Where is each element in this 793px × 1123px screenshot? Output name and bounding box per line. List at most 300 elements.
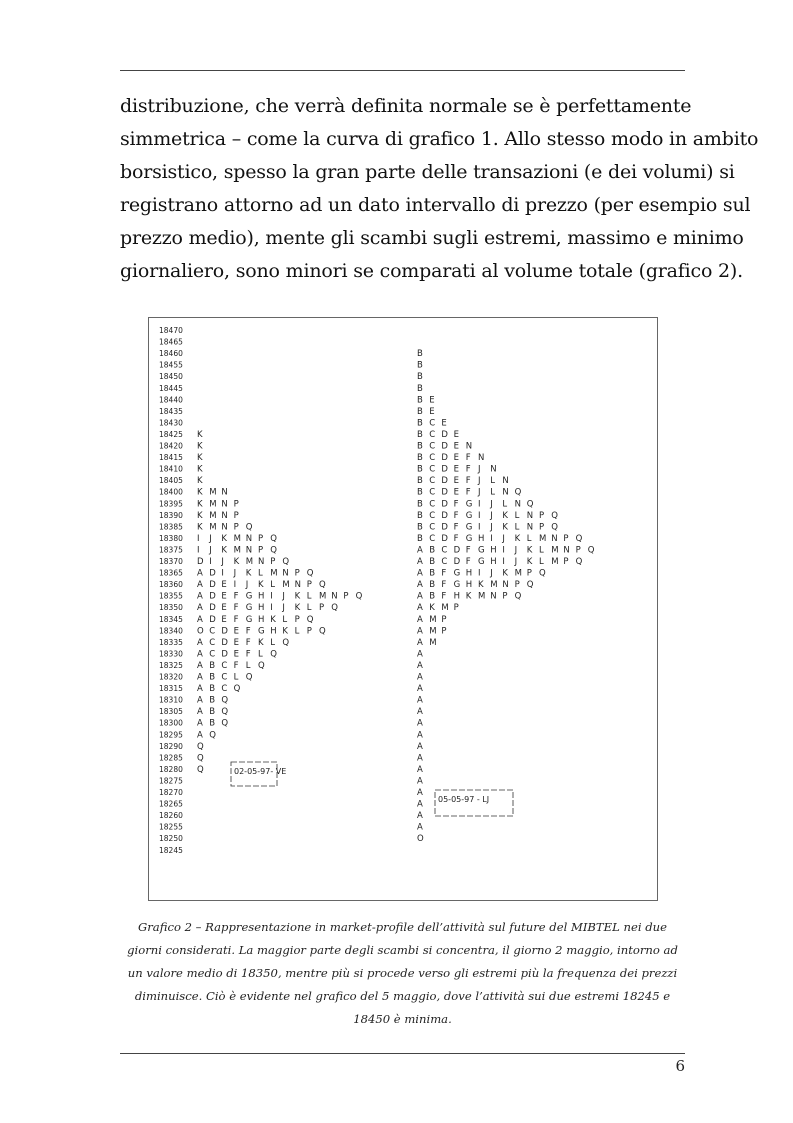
tpo-letter: D <box>441 522 448 533</box>
tpo-letter: G <box>453 580 461 591</box>
tpo-letter: E <box>233 626 239 637</box>
tpo-letter: A <box>417 753 423 764</box>
tpo-letter: C <box>221 660 228 671</box>
tpo-letter: N <box>245 533 253 544</box>
tpo-letter: A <box>197 707 203 718</box>
tpo-letter: N <box>465 441 473 452</box>
tpo-letter: I <box>478 522 481 533</box>
tpo-letter: G <box>245 591 253 602</box>
tpo-letter: K <box>502 568 508 579</box>
tpo-letter: I <box>478 499 481 510</box>
tpo-letter: A <box>417 799 423 810</box>
tpo-letter: Q <box>514 591 522 602</box>
tpo-letter: A <box>417 603 423 614</box>
tpo-letter: Q <box>539 568 546 579</box>
date-stamp-label: 05-05-97 - LJ <box>438 795 490 804</box>
tpo-letter: A <box>417 730 423 741</box>
tpo-letter: Q <box>221 718 229 729</box>
tpo-letter: N <box>502 487 509 498</box>
tpo-letter: K <box>526 545 533 556</box>
tpo-letter: M <box>514 568 522 579</box>
tpo-letter: J <box>209 545 212 556</box>
tpo-letter: E <box>453 487 459 498</box>
tpo-letter: J <box>502 533 505 544</box>
price-level-label: 18340 <box>159 626 183 636</box>
tpo-letter: M <box>209 499 217 510</box>
tpo-letter: H <box>465 580 473 591</box>
tpo-letter: E <box>233 637 239 648</box>
tpo-letter: F <box>465 557 471 567</box>
price-level-label: 18275 <box>159 776 183 786</box>
tpo-letter: A <box>417 626 423 637</box>
tpo-letter: P <box>563 557 569 567</box>
tpo-letter: E <box>429 395 435 406</box>
tpo-letter: D <box>453 557 461 567</box>
tpo-letter: G <box>258 626 265 637</box>
price-level-label: 18440 <box>159 395 183 405</box>
tpo-letter: I <box>490 533 493 544</box>
tpo-letter: K <box>197 522 203 533</box>
tpo-letter: Q <box>551 522 558 533</box>
tpo-letter: G <box>478 557 485 567</box>
tpo-letter: I <box>221 568 224 579</box>
tpo-letter: N <box>551 533 558 544</box>
tpo-letter: A <box>417 649 423 660</box>
tpo-letter: Q <box>551 510 558 521</box>
tpo-letter: C <box>221 672 228 683</box>
tpo-letter: Q <box>575 533 583 544</box>
tpo-letter: F <box>453 510 459 521</box>
market-profile-figure <box>148 317 658 901</box>
tpo-letter: M <box>282 580 290 591</box>
tpo-letter: G <box>478 545 485 556</box>
tpo-letter: B <box>209 684 216 695</box>
tpo-letter: Q <box>209 730 216 741</box>
tpo-letter: P <box>575 545 581 556</box>
tpo-letter: A <box>417 718 423 729</box>
tpo-letter: M <box>270 568 278 579</box>
tpo-letter: G <box>245 614 253 625</box>
tpo-letter: H <box>478 533 485 544</box>
tpo-letter: L <box>514 510 520 521</box>
tpo-letter: F <box>453 533 459 544</box>
price-level-label: 18285 <box>159 753 183 763</box>
tpo-letter: B <box>417 395 423 406</box>
price-level-label: 18335 <box>159 637 183 647</box>
tpo-letter: P <box>502 591 508 602</box>
tpo-letter: K <box>514 533 521 544</box>
price-level-label: 18350 <box>159 603 183 613</box>
price-level-label: 18395 <box>159 499 183 509</box>
tpo-letter: A <box>417 614 423 625</box>
tpo-letter: N <box>221 499 228 510</box>
tpo-letter: K <box>294 591 301 602</box>
tpo-letter: Q <box>221 695 229 706</box>
tpo-letter: B <box>417 499 423 510</box>
tpo-letter: P <box>514 580 520 591</box>
tpo-letter: A <box>417 580 423 591</box>
tpo-letter: J <box>245 580 249 591</box>
tpo-letter: A <box>417 776 423 787</box>
tpo-letter: A <box>417 741 423 752</box>
tpo-letter: Q <box>270 533 277 544</box>
tpo-letter: L <box>490 487 495 498</box>
tpo-letter: K <box>197 464 203 475</box>
paragraph-line: prezzo medio), mente gli scambi sugli estremi, massimo e minimo <box>120 227 744 249</box>
tpo-letter: I <box>233 580 237 591</box>
tpo-letter: D <box>209 568 216 579</box>
tpo-letter: N <box>502 476 509 487</box>
tpo-letter: Q <box>526 499 534 510</box>
tpo-letter: H <box>465 568 473 579</box>
tpo-letter: A <box>417 764 423 775</box>
tpo-letter: Q <box>319 580 326 591</box>
tpo-letter: E <box>221 614 227 625</box>
tpo-letter: P <box>306 580 312 591</box>
tpo-letter: Q <box>245 672 253 683</box>
tpo-letter: L <box>233 672 239 683</box>
tpo-letter: J <box>478 476 481 487</box>
tpo-letter: C <box>429 453 436 464</box>
tpo-letter: A <box>417 707 423 718</box>
price-level-label: 18290 <box>159 741 183 751</box>
tpo-letter: B <box>417 418 423 429</box>
tpo-letter: P <box>294 568 300 579</box>
tpo-letter: F <box>453 499 459 510</box>
price-level-label: 18380 <box>159 533 183 543</box>
price-level-label: 18295 <box>159 730 183 740</box>
tpo-letter: K <box>282 626 288 637</box>
tpo-letter: E <box>221 580 227 591</box>
price-level-label: 18345 <box>159 614 183 624</box>
tpo-letter: N <box>502 580 509 591</box>
tpo-letter: B <box>417 406 423 417</box>
tpo-letter: B <box>417 349 423 360</box>
price-level-label: 18425 <box>159 429 183 439</box>
tpo-letter: J <box>221 557 224 567</box>
tpo-letter: K <box>197 510 203 521</box>
tpo-letter: Q <box>270 649 277 660</box>
tpo-letter: F <box>441 580 447 591</box>
tpo-letter: B <box>417 383 423 394</box>
tpo-letter: N <box>245 545 253 556</box>
tpo-letter: A <box>197 649 203 660</box>
tpo-letter: J <box>490 499 493 510</box>
tpo-letter: P <box>563 533 569 544</box>
tpo-letter: D <box>209 580 216 591</box>
tpo-letter: E <box>453 464 459 475</box>
tpo-letter: A <box>417 672 423 683</box>
tpo-letter: B <box>417 441 423 452</box>
tpo-letter: D <box>209 591 216 602</box>
tpo-letter: L <box>306 591 312 602</box>
price-level-label: 18460 <box>159 349 183 359</box>
tpo-letter: D <box>441 510 448 521</box>
price-level-label: 18325 <box>159 660 183 670</box>
tpo-letter: B <box>429 591 436 602</box>
tpo-letter: K <box>197 487 203 498</box>
tpo-letter: F <box>441 568 447 579</box>
tpo-letter: Q <box>197 741 204 752</box>
tpo-letter: C <box>221 684 228 695</box>
tpo-letter: P <box>270 557 276 567</box>
price-level-label: 18315 <box>159 684 183 694</box>
tpo-letter: F <box>465 464 471 475</box>
tpo-letter: D <box>197 557 204 567</box>
tpo-letter: B <box>417 360 423 371</box>
tpo-letter: K <box>294 603 301 614</box>
tpo-letter: C <box>429 441 436 452</box>
page-number: 6 <box>675 1057 685 1075</box>
tpo-letter: J <box>490 510 493 521</box>
tpo-letter: A <box>197 591 203 602</box>
tpo-letter: M <box>551 557 559 567</box>
tpo-letter: C <box>429 464 436 475</box>
tpo-letter: K <box>197 499 203 510</box>
tpo-letter: A <box>417 568 423 579</box>
tpo-letter: J <box>282 603 285 614</box>
tpo-letter: J <box>514 545 518 556</box>
tpo-letter: A <box>417 788 423 798</box>
tpo-letter: Q <box>355 591 363 602</box>
figure-caption: Grafico 2 – Rappresentazione in market-profile dell’attività sul future del MIBTEL nei due giorni considerati. La maggior parte degli scambi si concentra, il giorno 2 maggio, intorno ad un valore medio di 18350, mentre più si procede verso gli estremi più la frequenza dei prezzi diminuisce. Ciò è evidente nel grafico del 5 maggio, dove l’attività sui due estremi 18245 e 18450 è minima. <box>127 920 678 1026</box>
tpo-letter: G <box>453 568 461 579</box>
tpo-letter: A <box>417 695 423 706</box>
tpo-letter: N <box>294 580 301 591</box>
tpo-letter: C <box>429 418 436 429</box>
tpo-letter: Q <box>319 626 326 637</box>
tpo-letter: L <box>270 580 275 591</box>
tpo-letter: B <box>429 580 436 591</box>
tpo-letter: D <box>209 603 216 614</box>
tpo-letter: K <box>478 580 484 591</box>
tpo-letter: D <box>441 441 448 452</box>
tpo-letter: C <box>441 545 448 556</box>
tpo-letter: B <box>417 476 423 487</box>
tpo-letter: N <box>221 510 228 521</box>
tpo-letter: A <box>197 603 203 614</box>
tpo-letter: I <box>197 533 200 544</box>
tpo-letter: B <box>417 533 423 544</box>
price-level-label: 18310 <box>159 695 183 705</box>
paragraph-line: giornaliero, sono minori se comparati al volume totale (grafico 2). <box>120 260 743 282</box>
tpo-letter: F <box>465 545 471 556</box>
tpo-letter: M <box>209 487 217 498</box>
tpo-letter: B <box>209 695 216 706</box>
tpo-letter: N <box>526 510 534 521</box>
tpo-letter: A <box>197 568 203 579</box>
tpo-letter: Q <box>270 545 277 556</box>
tpo-letter: K <box>245 568 252 579</box>
price-level-label: 18450 <box>159 372 183 382</box>
tpo-letter: H <box>258 603 265 614</box>
tpo-letter: B <box>209 672 216 683</box>
tpo-letter: C <box>209 637 216 648</box>
tpo-letter: B <box>209 660 216 671</box>
tpo-letter: Q <box>282 557 290 567</box>
price-level-label: 18405 <box>159 476 183 486</box>
tpo-letter: B <box>209 707 216 718</box>
tpo-letter: I <box>502 545 505 556</box>
tpo-letter: P <box>233 499 239 510</box>
tpo-letter: L <box>490 476 495 487</box>
tpo-letter: B <box>417 522 423 533</box>
tpo-letter: Q <box>306 568 314 579</box>
market-profile-chart <box>149 318 657 900</box>
tpo-letter: K <box>197 441 203 452</box>
tpo-letter: N <box>282 568 289 579</box>
tpo-letter: N <box>221 487 228 498</box>
tpo-letter: P <box>233 522 239 533</box>
tpo-letter: E <box>453 429 459 440</box>
tpo-letter: I <box>270 591 273 602</box>
price-level-label: 18465 <box>159 337 183 347</box>
tpo-letter: A <box>417 684 423 695</box>
tpo-letter: Q <box>587 545 595 556</box>
tpo-letter: P <box>539 522 545 533</box>
tpo-letter: A <box>417 822 423 833</box>
tpo-letter: J <box>282 591 285 602</box>
tpo-letter: Q <box>233 684 241 695</box>
tpo-letter: L <box>258 568 263 579</box>
tpo-letter: N <box>490 464 497 475</box>
tpo-letter: B <box>429 545 436 556</box>
tpo-letter: B <box>209 718 216 729</box>
tpo-letter: G <box>465 522 473 533</box>
tpo-letter: B <box>417 453 423 464</box>
tpo-letter: B <box>417 487 423 498</box>
tpo-letter: D <box>441 464 448 475</box>
tpo-letter: B <box>417 372 423 383</box>
tpo-letter: L <box>270 637 275 648</box>
tpo-letter: H <box>258 614 265 625</box>
tpo-letter: Q <box>514 487 522 498</box>
tpo-letter: D <box>221 626 228 637</box>
tpo-letter: F <box>465 487 471 498</box>
tpo-letter: Q <box>197 764 204 775</box>
price-level-label: 18410 <box>159 464 183 474</box>
tpo-letter: D <box>221 637 228 648</box>
price-level-label: 18330 <box>159 649 183 659</box>
tpo-letter: A <box>417 660 423 671</box>
price-level-label: 18455 <box>159 360 183 370</box>
tpo-letter: H <box>453 591 461 602</box>
tpo-letter: L <box>306 603 312 614</box>
tpo-letter: C <box>209 626 216 637</box>
tpo-letter: A <box>417 637 423 648</box>
tpo-letter: H <box>490 557 497 567</box>
tpo-letter: D <box>221 649 228 660</box>
tpo-letter: Q <box>258 660 265 671</box>
tpo-letter: G <box>465 510 473 521</box>
price-level-label: 18250 <box>159 834 183 844</box>
tpo-letter: P <box>233 510 239 521</box>
tpo-letter: K <box>197 476 203 487</box>
tpo-letter: E <box>441 418 447 429</box>
tpo-letter: Q <box>245 522 253 533</box>
tpo-letter: A <box>197 684 203 695</box>
paragraph-line: registrano attorno ad un dato intervallo di prezzo (per esempio sul <box>120 194 751 216</box>
price-level-label: 18435 <box>159 406 183 416</box>
price-level-label: 18390 <box>159 510 183 520</box>
tpo-letter: I <box>270 603 273 614</box>
tpo-letter: M <box>429 614 437 625</box>
tpo-letter: C <box>441 557 448 567</box>
tpo-letter: E <box>221 591 227 602</box>
tpo-letter: N <box>331 591 338 602</box>
tpo-letter: A <box>197 695 203 706</box>
tpo-letter: D <box>441 453 448 464</box>
tpo-letter: A <box>197 660 203 671</box>
tpo-letter: A <box>197 637 203 648</box>
tpo-letter: Q <box>197 753 204 764</box>
tpo-letter: K <box>258 580 264 591</box>
tpo-letter: N <box>526 522 534 533</box>
tpo-letter: O <box>197 626 204 637</box>
tpo-letter: N <box>490 591 497 602</box>
price-level-label: 18305 <box>159 707 183 717</box>
tpo-letter: F <box>233 591 239 602</box>
paragraph-line: borsistico, spesso la gran parte delle transazioni (e dei volumi) si <box>120 161 735 183</box>
tpo-letter: K <box>526 557 533 567</box>
tpo-letter: I <box>209 557 212 567</box>
tpo-letter: Q <box>221 707 229 718</box>
tpo-letter: J <box>209 533 212 544</box>
tpo-letter: L <box>539 545 544 556</box>
tpo-letter: D <box>453 545 461 556</box>
tpo-letter: Q <box>331 603 338 614</box>
tpo-letter: F <box>233 614 239 625</box>
tpo-letter: A <box>197 614 203 625</box>
tpo-letter: M <box>478 591 486 602</box>
tpo-letter: A <box>197 672 203 683</box>
price-level-label: 18365 <box>159 568 183 578</box>
tpo-letter: B <box>429 557 436 567</box>
tpo-letter: L <box>514 522 520 533</box>
tpo-letter: P <box>539 510 545 521</box>
tpo-letter: P <box>306 626 312 637</box>
tpo-letter: N <box>221 522 228 533</box>
tpo-letter: C <box>429 429 436 440</box>
tpo-letter: I <box>478 510 481 521</box>
tpo-letter: F <box>453 522 459 533</box>
tpo-letter: N <box>563 545 570 556</box>
tpo-letter: M <box>209 510 217 521</box>
tpo-letter: M <box>233 545 241 556</box>
tpo-letter: M <box>429 637 437 648</box>
tpo-letter: B <box>417 464 423 475</box>
price-level-label: 18260 <box>159 811 183 821</box>
header-rule <box>120 70 685 71</box>
tpo-letter: M <box>429 626 437 637</box>
tpo-letter: B <box>417 510 423 521</box>
tpo-letter: D <box>441 487 448 498</box>
tpo-letter: H <box>258 591 265 602</box>
price-level-label: 18320 <box>159 672 183 682</box>
tpo-letter: I <box>478 568 481 579</box>
tpo-letter: A <box>197 730 203 741</box>
price-level-label: 18400 <box>159 487 183 497</box>
tpo-letter: L <box>526 533 532 544</box>
tpo-letter: A <box>417 557 423 567</box>
tpo-letter: K <box>258 637 264 648</box>
tpo-letter: C <box>209 649 216 660</box>
tpo-letter: C <box>429 476 436 487</box>
tpo-letter: L <box>539 557 544 567</box>
price-level-label: 18280 <box>159 764 183 774</box>
tpo-letter: B <box>429 568 436 579</box>
tpo-letter: E <box>233 649 239 660</box>
